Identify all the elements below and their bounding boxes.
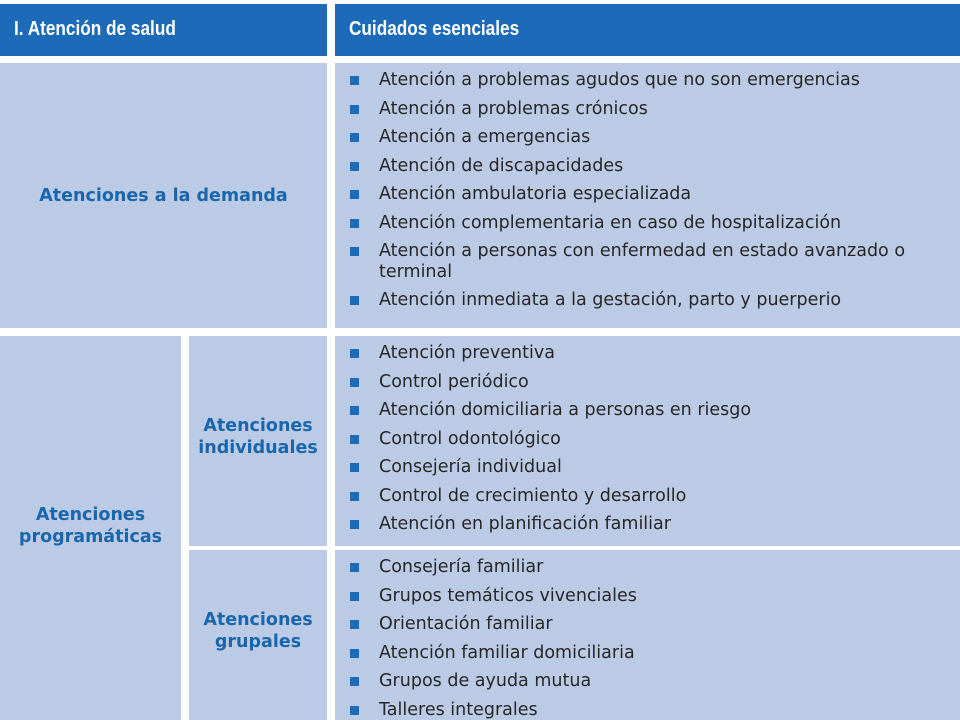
individual-label-line1: Atenciones (203, 416, 313, 436)
demand-label: Atenciones a la demanda (39, 185, 288, 206)
list-item: Atención en planificación familiar (349, 514, 950, 536)
individual-label-line2: individuales (198, 438, 318, 458)
list-item: Atención a emergencias (349, 127, 950, 149)
demand-label-cell (0, 63, 327, 328)
group-label (203, 609, 312, 653)
programmatic-label-line1: Atenciones (35, 504, 146, 525)
list-item: Grupos temáticos vivenciales (349, 586, 950, 608)
header-col-care-type (0, 4, 327, 56)
group-label-line2: grupales (214, 632, 302, 652)
list-item: Atención ambulatoria especializada (349, 184, 950, 206)
list-item: Atención a problemas crónicos (349, 99, 950, 121)
group-items-list (349, 557, 950, 720)
programmatic-label-cell (0, 336, 181, 720)
individual-items-list (349, 343, 950, 543)
list-item: Consejería individual (349, 457, 950, 479)
programmatic-label (19, 504, 162, 548)
group-label-line1: Atenciones (203, 610, 313, 630)
list-item: Control periódico (349, 372, 950, 394)
demand-items-cell (335, 63, 960, 328)
list-item: Atención complementaria en caso de hospitalización (349, 213, 950, 235)
individual-label (198, 415, 317, 459)
list-item: Atención preventiva (349, 343, 950, 365)
list-item: Grupos de ayuda mutua (349, 671, 950, 693)
list-item: Atención a problemas agudos que no son emergencias (349, 70, 950, 92)
list-item: Consejería familiar (349, 557, 950, 579)
list-item: Atención familiar domiciliaria (349, 643, 950, 665)
programmatic-label-line2: programáticas (18, 526, 163, 547)
list-item: Talleres integrales (349, 700, 950, 720)
header-col-care-type-text: I. Atención de salud (14, 18, 176, 40)
individual-label-cell (189, 336, 327, 546)
group-label-cell (189, 550, 327, 720)
group-items-cell (335, 550, 960, 720)
header-col-essential-care-text: Cuidados esenciales (349, 18, 520, 40)
list-item: Control de crecimiento y desarrollo (349, 486, 950, 508)
demand-items-list (349, 70, 950, 319)
list-item: Atención domiciliaria a personas en riesgo (349, 400, 950, 422)
list-item: Atención a personas con enfermedad en estado avanzado o terminal (349, 241, 950, 283)
individual-items-cell (335, 336, 960, 546)
list-item: Orientación familiar (349, 614, 950, 636)
list-item: Control odontológico (349, 429, 950, 451)
header-col-essential-care (335, 4, 960, 56)
list-item: Atención de discapacidades (349, 156, 950, 178)
list-item: Atención inmediata a la gestación, parto y puerperio (349, 290, 950, 312)
